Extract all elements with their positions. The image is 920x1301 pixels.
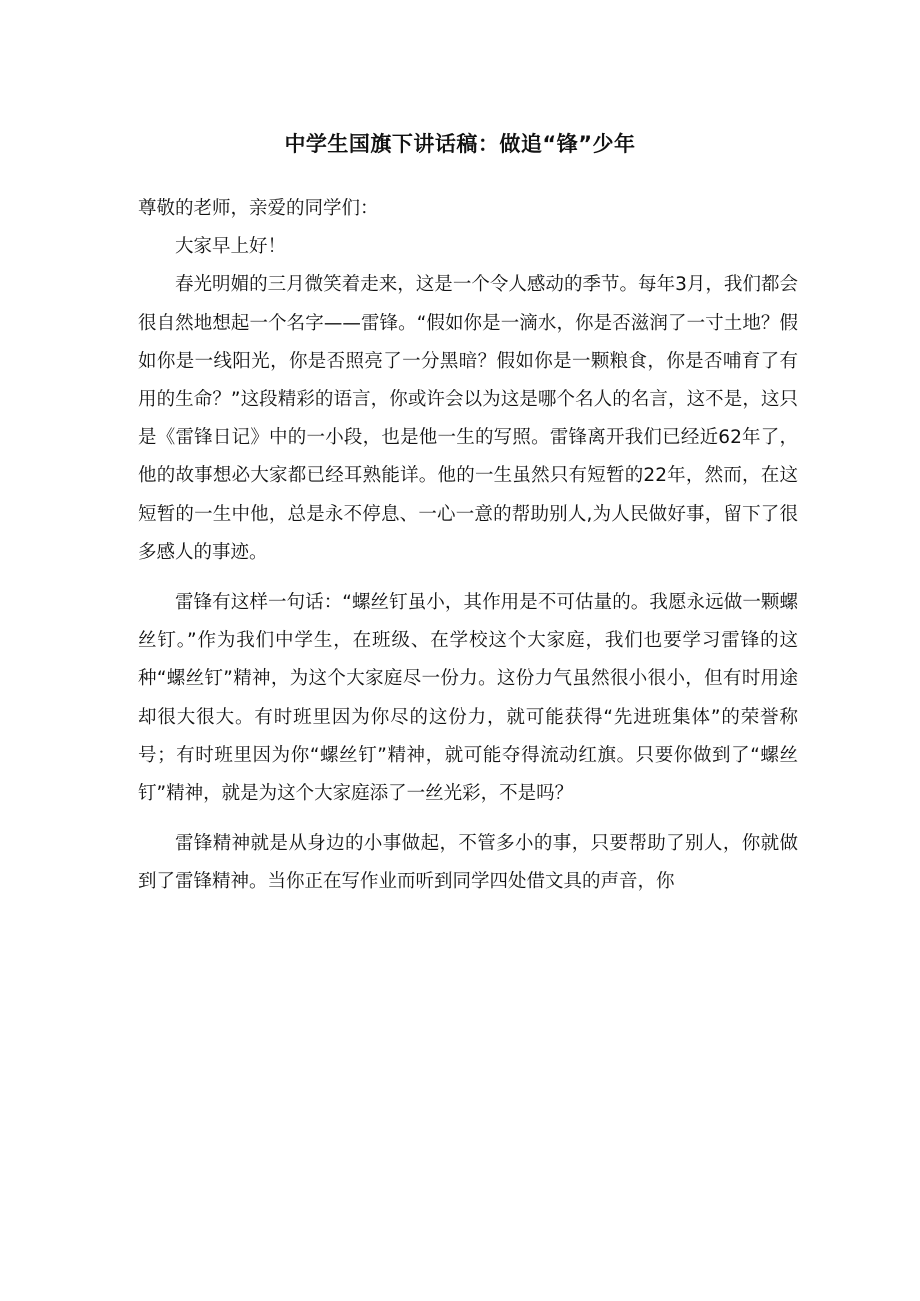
salutation: 尊敬的老师，亲爱的同学们： xyxy=(138,198,379,219)
paragraph-3: 雷锋精神就是从身边的小事做起，不管多小的事，只要帮助了别人，你就做到了雷锋精神。当你正在写作业而听到同学四处借文具的声音，你 xyxy=(138,833,798,893)
paragraph-2: 雷锋有这样一句话：“螺丝钉虽小，其作用是不可估量的。我愿永远做一颗螺丝钉。”作为我们中学生，在班级、在学校这个大家庭，我们也要学习雷锋的这种“螺丝钉”精神，为这个大家庭尽一份力。这份力气虽然很小很小，但有时用途却很大很大。有时班里因为你尽的这份力，就可能获得“先进班集体”的荣誉称号；有时班里因为你“螺丝钉”精神，就可能夺得流动红旗。只要你做到了“螺丝钉”精神，就是为这个大家庭添了一丝光彩，不是吗？ xyxy=(138,592,798,805)
document-title: 中学生国旗下讲话稿：做追“锋”少年 xyxy=(284,132,636,156)
greeting: 大家早上好！ xyxy=(175,236,287,258)
document-body xyxy=(138,190,798,902)
paragraph-1: 春光明媚的三月微笑着走来，这是一个令人感动的季节。每年3月，我们都会很自然地想起一个名字——雷锋。“假如你是一滴水，你是否滋润了一寸土地？假如你是一线阳光，你是否照亮了一分黑暗？假如你是一颗粮食，你是否哺育了有用的生命？”这段精彩的语言，你或许会以为这是哪个名人的名言，这不是，这只是《雷锋日记》中的一小段，也是他一生的写照。雷锋离开我们已经近62年了，他的故事想必大家都已经耳熟能详。他的一生虽然只有短暂的22年，然而，在这短暂的一生中他，总是永不停息、一心一意的帮助别人,为人民做好事，留下了很多感人的事迹。 xyxy=(138,274,798,563)
